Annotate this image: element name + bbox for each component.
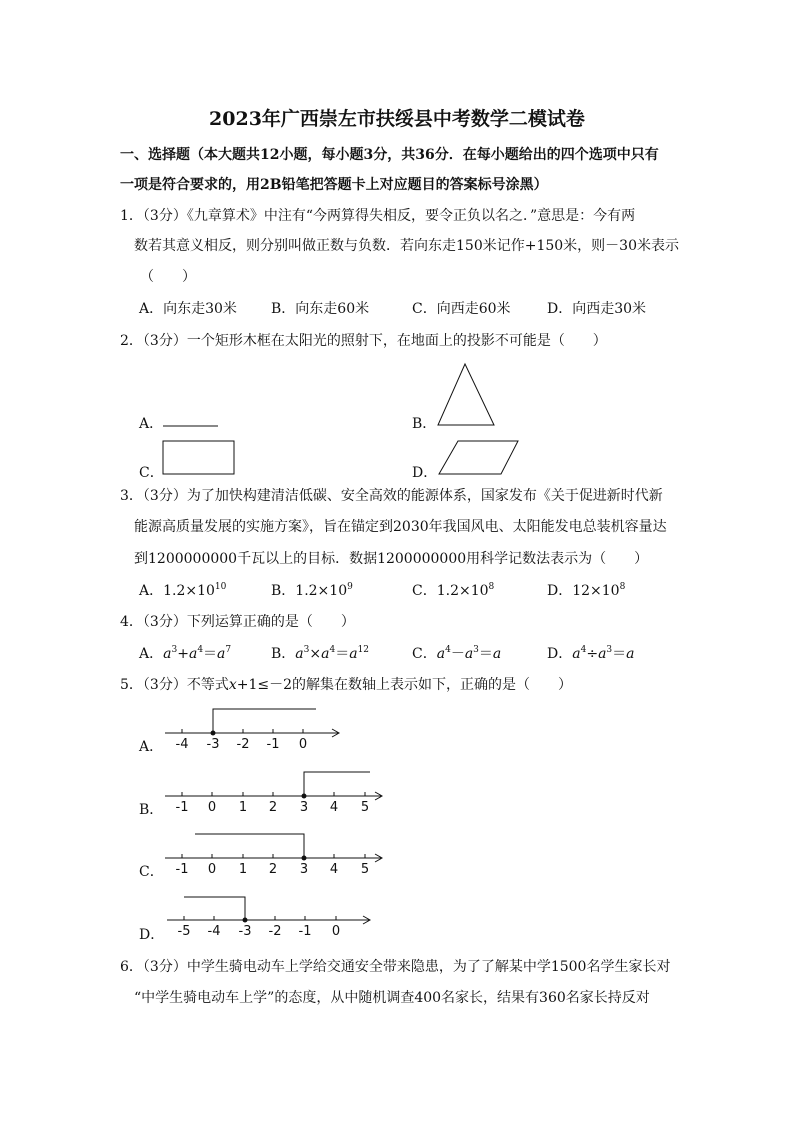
tick-label: 1	[238, 800, 248, 815]
question-2-label-d: D．	[412, 465, 438, 481]
tick-label: 3	[299, 800, 309, 815]
question-6-line2: “中学生骑电动车上学”的态度，从中随机调查400名家长，结果有360名家长持反对	[134, 990, 650, 1006]
question-3-line2: 能源高质量发展的实施方案》，旨在锚定到2030年我国风电、太阳能发电总装机容量达	[134, 519, 667, 535]
tick-label: 5	[360, 800, 370, 815]
solution-ray	[213, 709, 316, 733]
question-4-stem: 4．（3分）下列运算正确的是（ ）	[120, 614, 355, 630]
question-2-label-c: C．	[139, 465, 164, 481]
question-2-stem: 2．（3分）一个矩形木框在太阳光的照射下，在地面上的投影不可能是（ ）	[120, 333, 607, 349]
tick-label: 0	[331, 924, 341, 939]
number-line-b	[165, 772, 382, 815]
question-1-option-d: D．向西走30米	[547, 301, 647, 317]
question-3-option-c: C．$1.2\times 10^8$	[412, 582, 495, 599]
number-line-a	[165, 709, 339, 752]
question-1-line2: 数若其意义相反，则分别叫做正数与负数．若向东走150米记作+150米，则－30米表示	[134, 238, 679, 254]
question-3-option-b: B．$1.2\times 10^9$	[271, 582, 353, 599]
section-heading-line1: 一、选择题（本大题共12小题，每小题3分，共36分．在每小题给出的四个选项中只有	[120, 147, 659, 163]
solid-point	[211, 731, 216, 736]
number-line-d	[167, 897, 370, 939]
tick-label: 1	[238, 862, 248, 877]
tick-label: 0	[207, 862, 217, 877]
question-6-line1: 6．（3分）中学生骑电动车上学给交通安全带来隐患，为了了解某中学1500名学生家长对	[120, 959, 671, 975]
tick-label: -2	[236, 737, 250, 752]
tick-label: -4	[175, 737, 189, 752]
tick-label: -3	[206, 737, 220, 752]
question-3-option-a: A．$1.2\times 10^{10}$	[139, 582, 227, 599]
question-1-line1: 1．（3分）《九章算术》中注有“今两算得失相反，要令正负以名之．”意思是：今有两	[120, 208, 636, 224]
tick-label: -2	[268, 924, 282, 939]
tick-label: -3	[238, 924, 252, 939]
tick-label: 4	[329, 862, 339, 877]
question-4-option-c: C．$a^4-a^3=a$	[412, 645, 502, 662]
tick-label: -1	[175, 862, 189, 877]
question-5-label-b: B．	[139, 802, 164, 818]
tick-label: -4	[207, 924, 221, 939]
page-title: 2023年广西崇左市扶绥县中考数学二模试卷	[209, 108, 585, 130]
question-4-option-d: D．$a^4\div a^3=a$	[547, 645, 635, 662]
tick-label: -1	[266, 737, 280, 752]
solution-ray	[304, 772, 370, 796]
question-1-line3: （ ）	[140, 269, 196, 285]
question-5-label-a: A．	[139, 739, 164, 755]
question-5-label-c: C．	[139, 864, 164, 880]
tick-label: 0	[207, 800, 217, 815]
solution-ray	[195, 834, 304, 858]
tick-label: 3	[299, 862, 309, 877]
solid-point	[302, 794, 307, 799]
question-5-stem: 5．（3分）不等式x+1≤－2的解集在数轴上表示如下，正确的是（ ）	[120, 677, 573, 693]
tick-label: 5	[360, 862, 370, 877]
solid-point	[243, 918, 248, 923]
tick-label: -1	[175, 800, 189, 815]
question-4-option-a: A．$a^3+a^4=a^7$	[139, 645, 232, 662]
question-3-line3: 到1200000000千瓦以上的目标．数据1200000000用科学记数法表示为（ ）	[134, 551, 649, 567]
solid-point	[302, 856, 307, 861]
number-line-c	[165, 834, 382, 877]
tick-label: -5	[177, 924, 191, 939]
question-1-option-c: C．向西走60米	[412, 301, 511, 317]
tick-label: 0	[298, 737, 308, 752]
question-2-label-a: A．	[139, 416, 164, 432]
question-4-option-b: B．$a^3\times a^4=a^{12}$	[271, 645, 370, 662]
tick-label: -1	[298, 924, 312, 939]
question-5-label-d: D．	[139, 927, 165, 943]
question-1-option-a: A．向东走30米	[139, 301, 237, 317]
question-1-option-b: B．向东走60米	[271, 301, 370, 317]
tick-label: 2	[268, 862, 278, 877]
tick-label: 2	[268, 800, 278, 815]
question-3-line1: 3．（3分）为了加快构建清洁低碳、安全高效的能源体系，国家发布《关于促进新时代新	[120, 488, 663, 504]
question-2-label-b: B．	[412, 416, 437, 432]
tick-label: 4	[329, 800, 339, 815]
question-3-option-d: D．$12\times 10^8$	[547, 582, 626, 599]
section-heading-line2: 一项是符合要求的，用2B铅笔把答题卡上对应题目的答案标号涂黑）	[120, 177, 548, 193]
